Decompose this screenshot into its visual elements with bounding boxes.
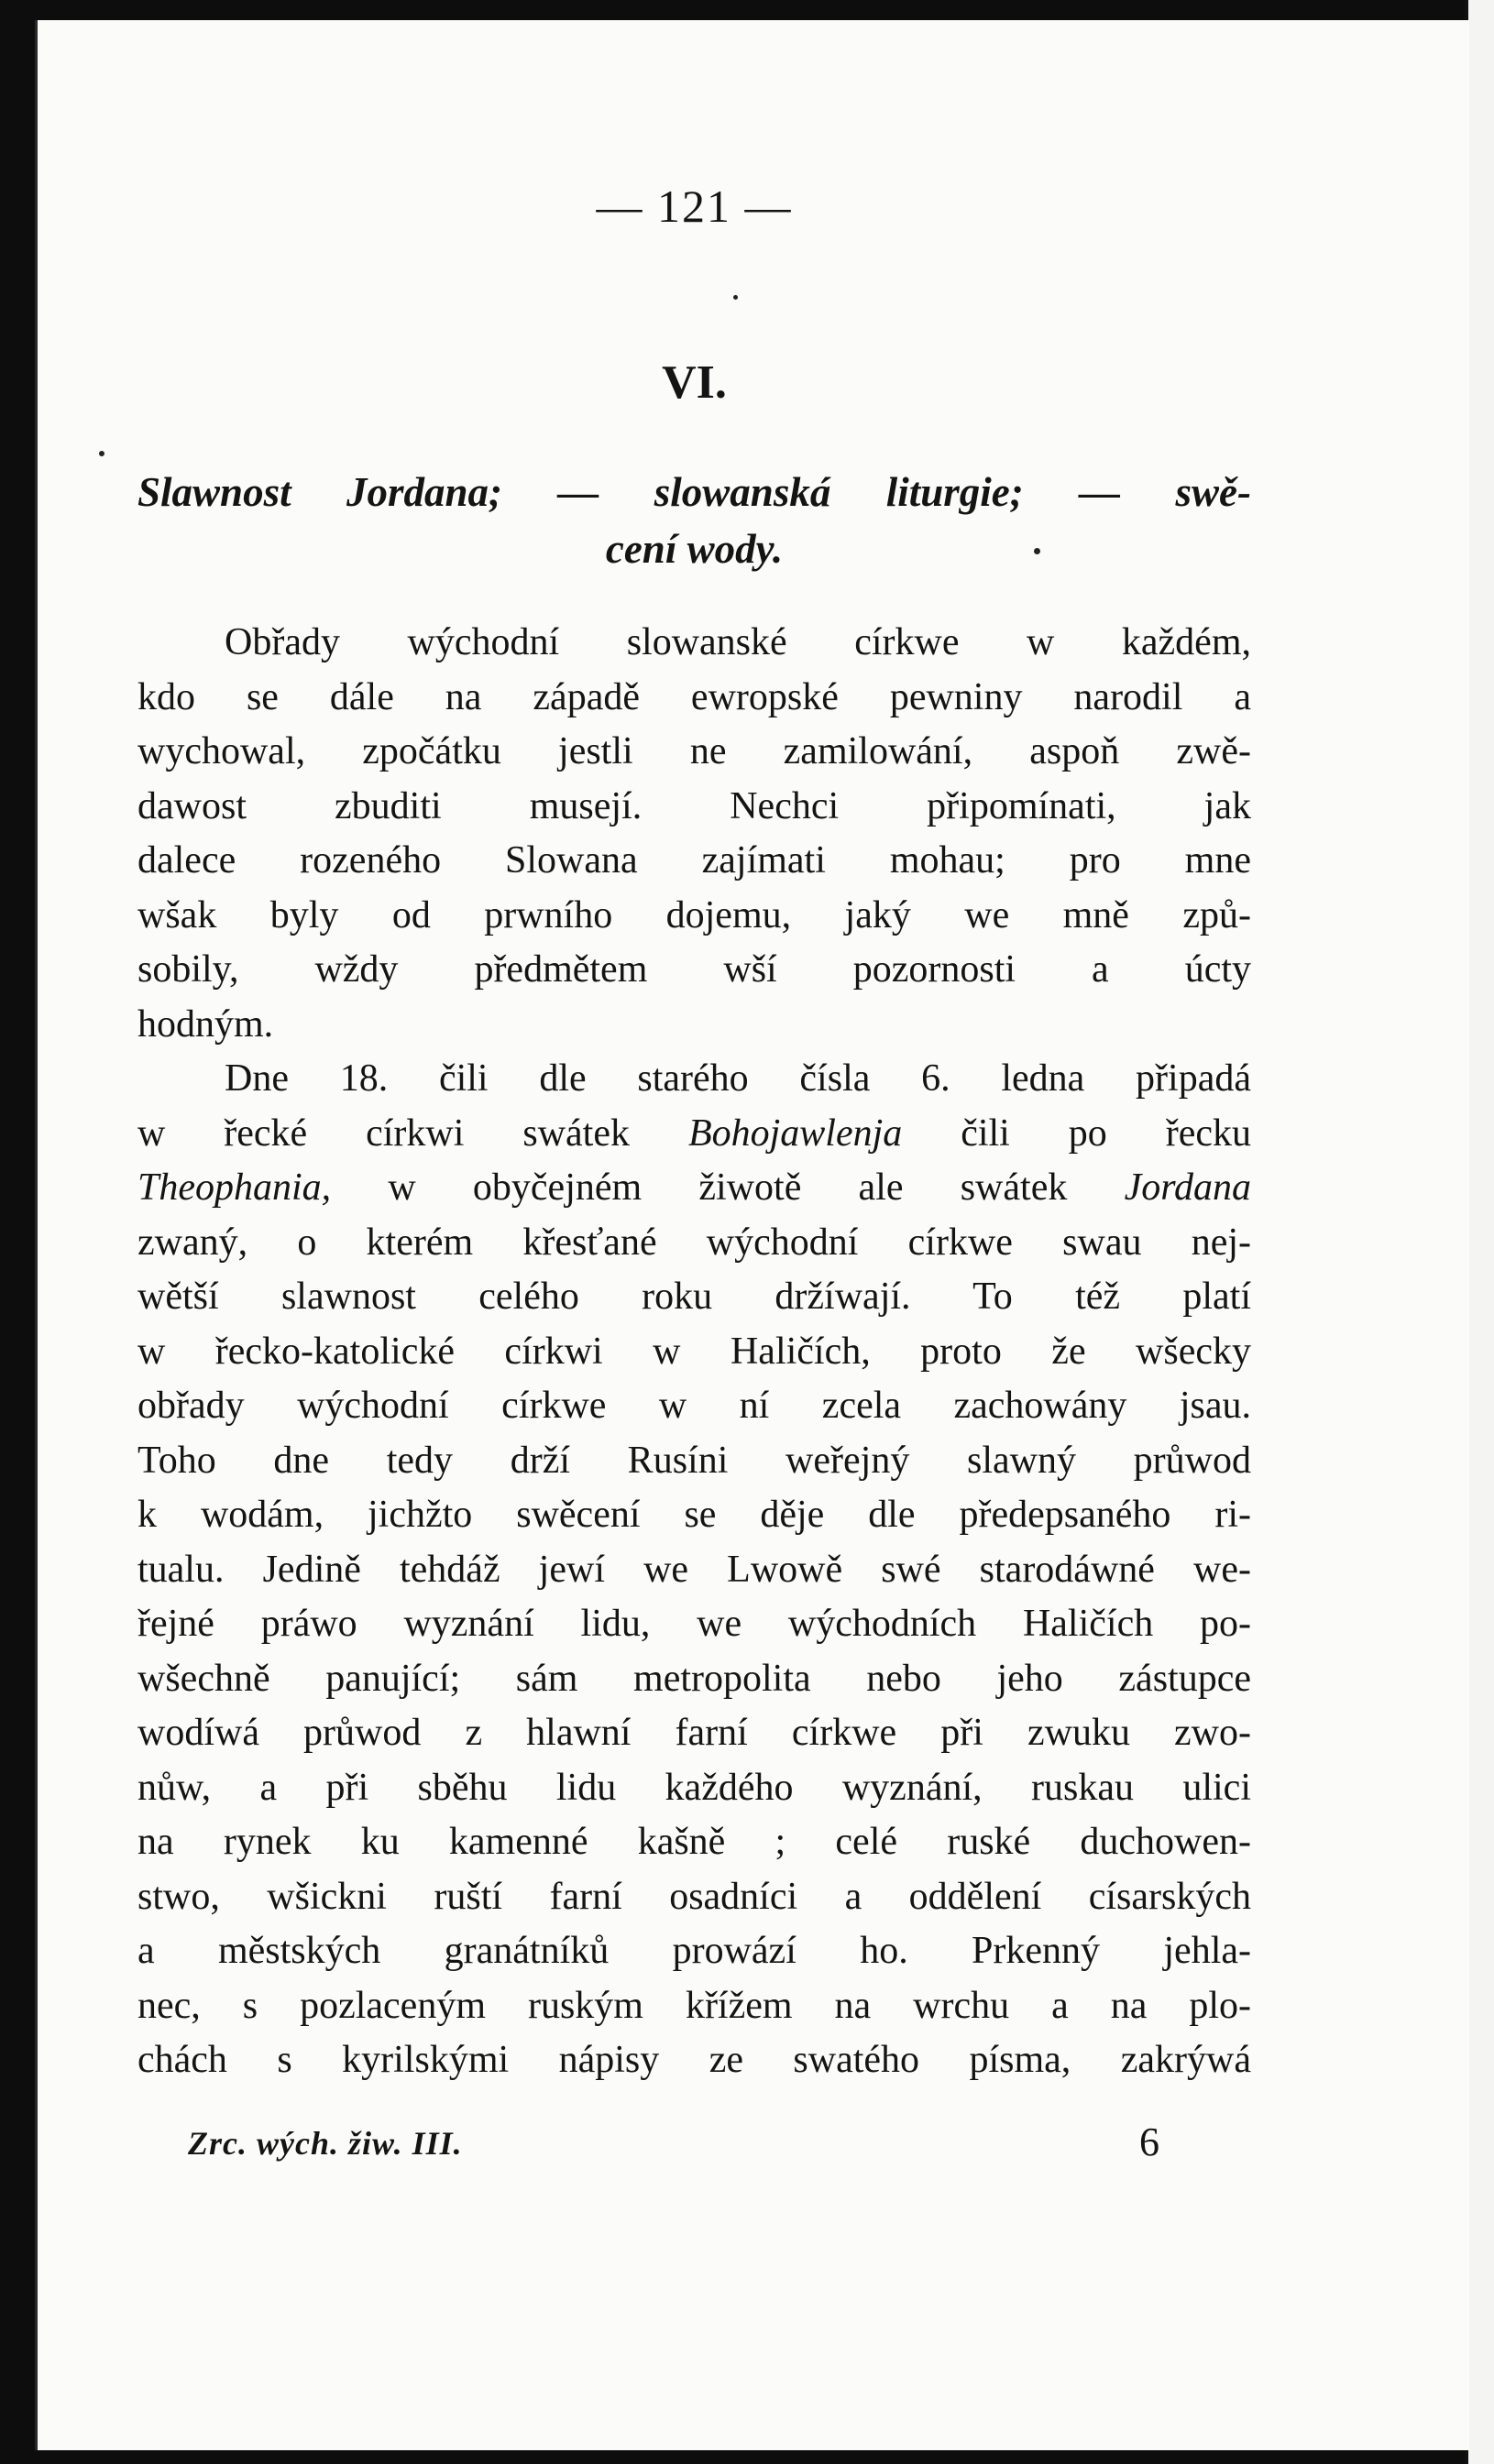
text-line: Dne 18. čili dle starého čísla 6. ledna připadá [225,1057,1251,1100]
text-fragment: w obyčejném žiwotě ale swátek [331,1166,1125,1209]
text-line [137,1161,1251,1216]
sheet-number: 6 [1139,2119,1159,2164]
text-line: nec, s pozlaceným ruským křížem na wrchu a na plo- [137,1984,1251,2027]
text-line: na rynek ku kamenné kašně ; celé ruské duchowen- [137,1821,1251,1863]
printer-signature: Zrc. wých. žiw. III. [188,2125,463,2162]
page-number: — 121 — [596,181,793,232]
text-line: zwaný, o kterém křesťané wýchodní církwe swau nej- [137,1221,1251,1264]
chapter-number: VI. [662,356,727,409]
text-line: wšak byly od prwního dojemu, jaký we mně způ- [137,893,1251,936]
text-line: nůw, a při sběhu lidu každého wyznání, ruskau ulici [137,1766,1251,1809]
text-line [137,1107,1251,1162]
text-line: wodíwá průwod z hlawní farní církwe při zwuku zwo- [137,1712,1251,1754]
text-line: obřady wýchodní církwe w ní zcela zachowány jsau. [137,1385,1251,1427]
text-line: wychowal, zpočátku jestli ne zamilowání, aspoň zwě- [137,730,1251,772]
text-line: sobily, wždy předmětem wší pozornosti a úcty [137,948,1251,991]
text-line: řejné práwo wyznání lidu, we wýchodních Haličích po- [137,1603,1251,1645]
text-line: tualu. Jedině tehdáž jewí we Lwowě swé starodáwné we- [137,1548,1251,1591]
text-line: dawost zbuditi musejí. Nechci připomínati, jak [137,784,1251,827]
italic-term: Bohojawlenja [687,1112,903,1155]
chapter-title-line: Slawnost Jordana; — slowanská liturgie; — swě- [137,469,1251,515]
text-line: hodným. [137,1002,274,1046]
text-line: Obřady wýchodní slowanské církwe w každém, [225,621,1251,663]
italic-term: Theophania, [137,1166,332,1209]
text-line: kdo se dále na západě ewropské pewniny narodil a [137,675,1251,718]
chapter-title [137,464,1251,577]
print-speck [1034,548,1040,554]
print-speck [99,451,104,456]
text-line: w řecko-katolické církwi w Haličích, proto že wšecky [137,1330,1251,1373]
print-speck [733,295,738,300]
page-edge-right [1467,0,1494,2464]
text-line: wětší slawnost celého roku držíwají. To též platí [137,1276,1251,1318]
text-fragment: w řecké církwi swátek [137,1112,688,1155]
text-line: stwo, wšickni ruští farní osadníci a oddělení císarských [137,1875,1251,1918]
text-line: Toho dne tedy drží Rusíni weřejný slawný průwod [137,1439,1251,1482]
text-line: chách s kyrilskými nápisy ze swatého písma, zakrýwá [137,2039,1251,2081]
chapter-title-line: cení wody. [605,526,784,572]
body-text [137,616,1251,2088]
text-line: k wodám, jichžto swěcení se děje dle předepsaného ri- [137,1494,1251,1536]
text-fragment: čili po řecku [902,1112,1251,1155]
text-line: wšechně panující; sám metropolita nebo jeho zástupce [137,1657,1251,1700]
text-line: a městských granátníků prowází ho. Prkenný jehla- [137,1930,1251,1972]
italic-term: Jordana [1124,1166,1251,1209]
text-line: dalece rozeného Slowana zajímati mohau; pro mne [137,839,1251,882]
